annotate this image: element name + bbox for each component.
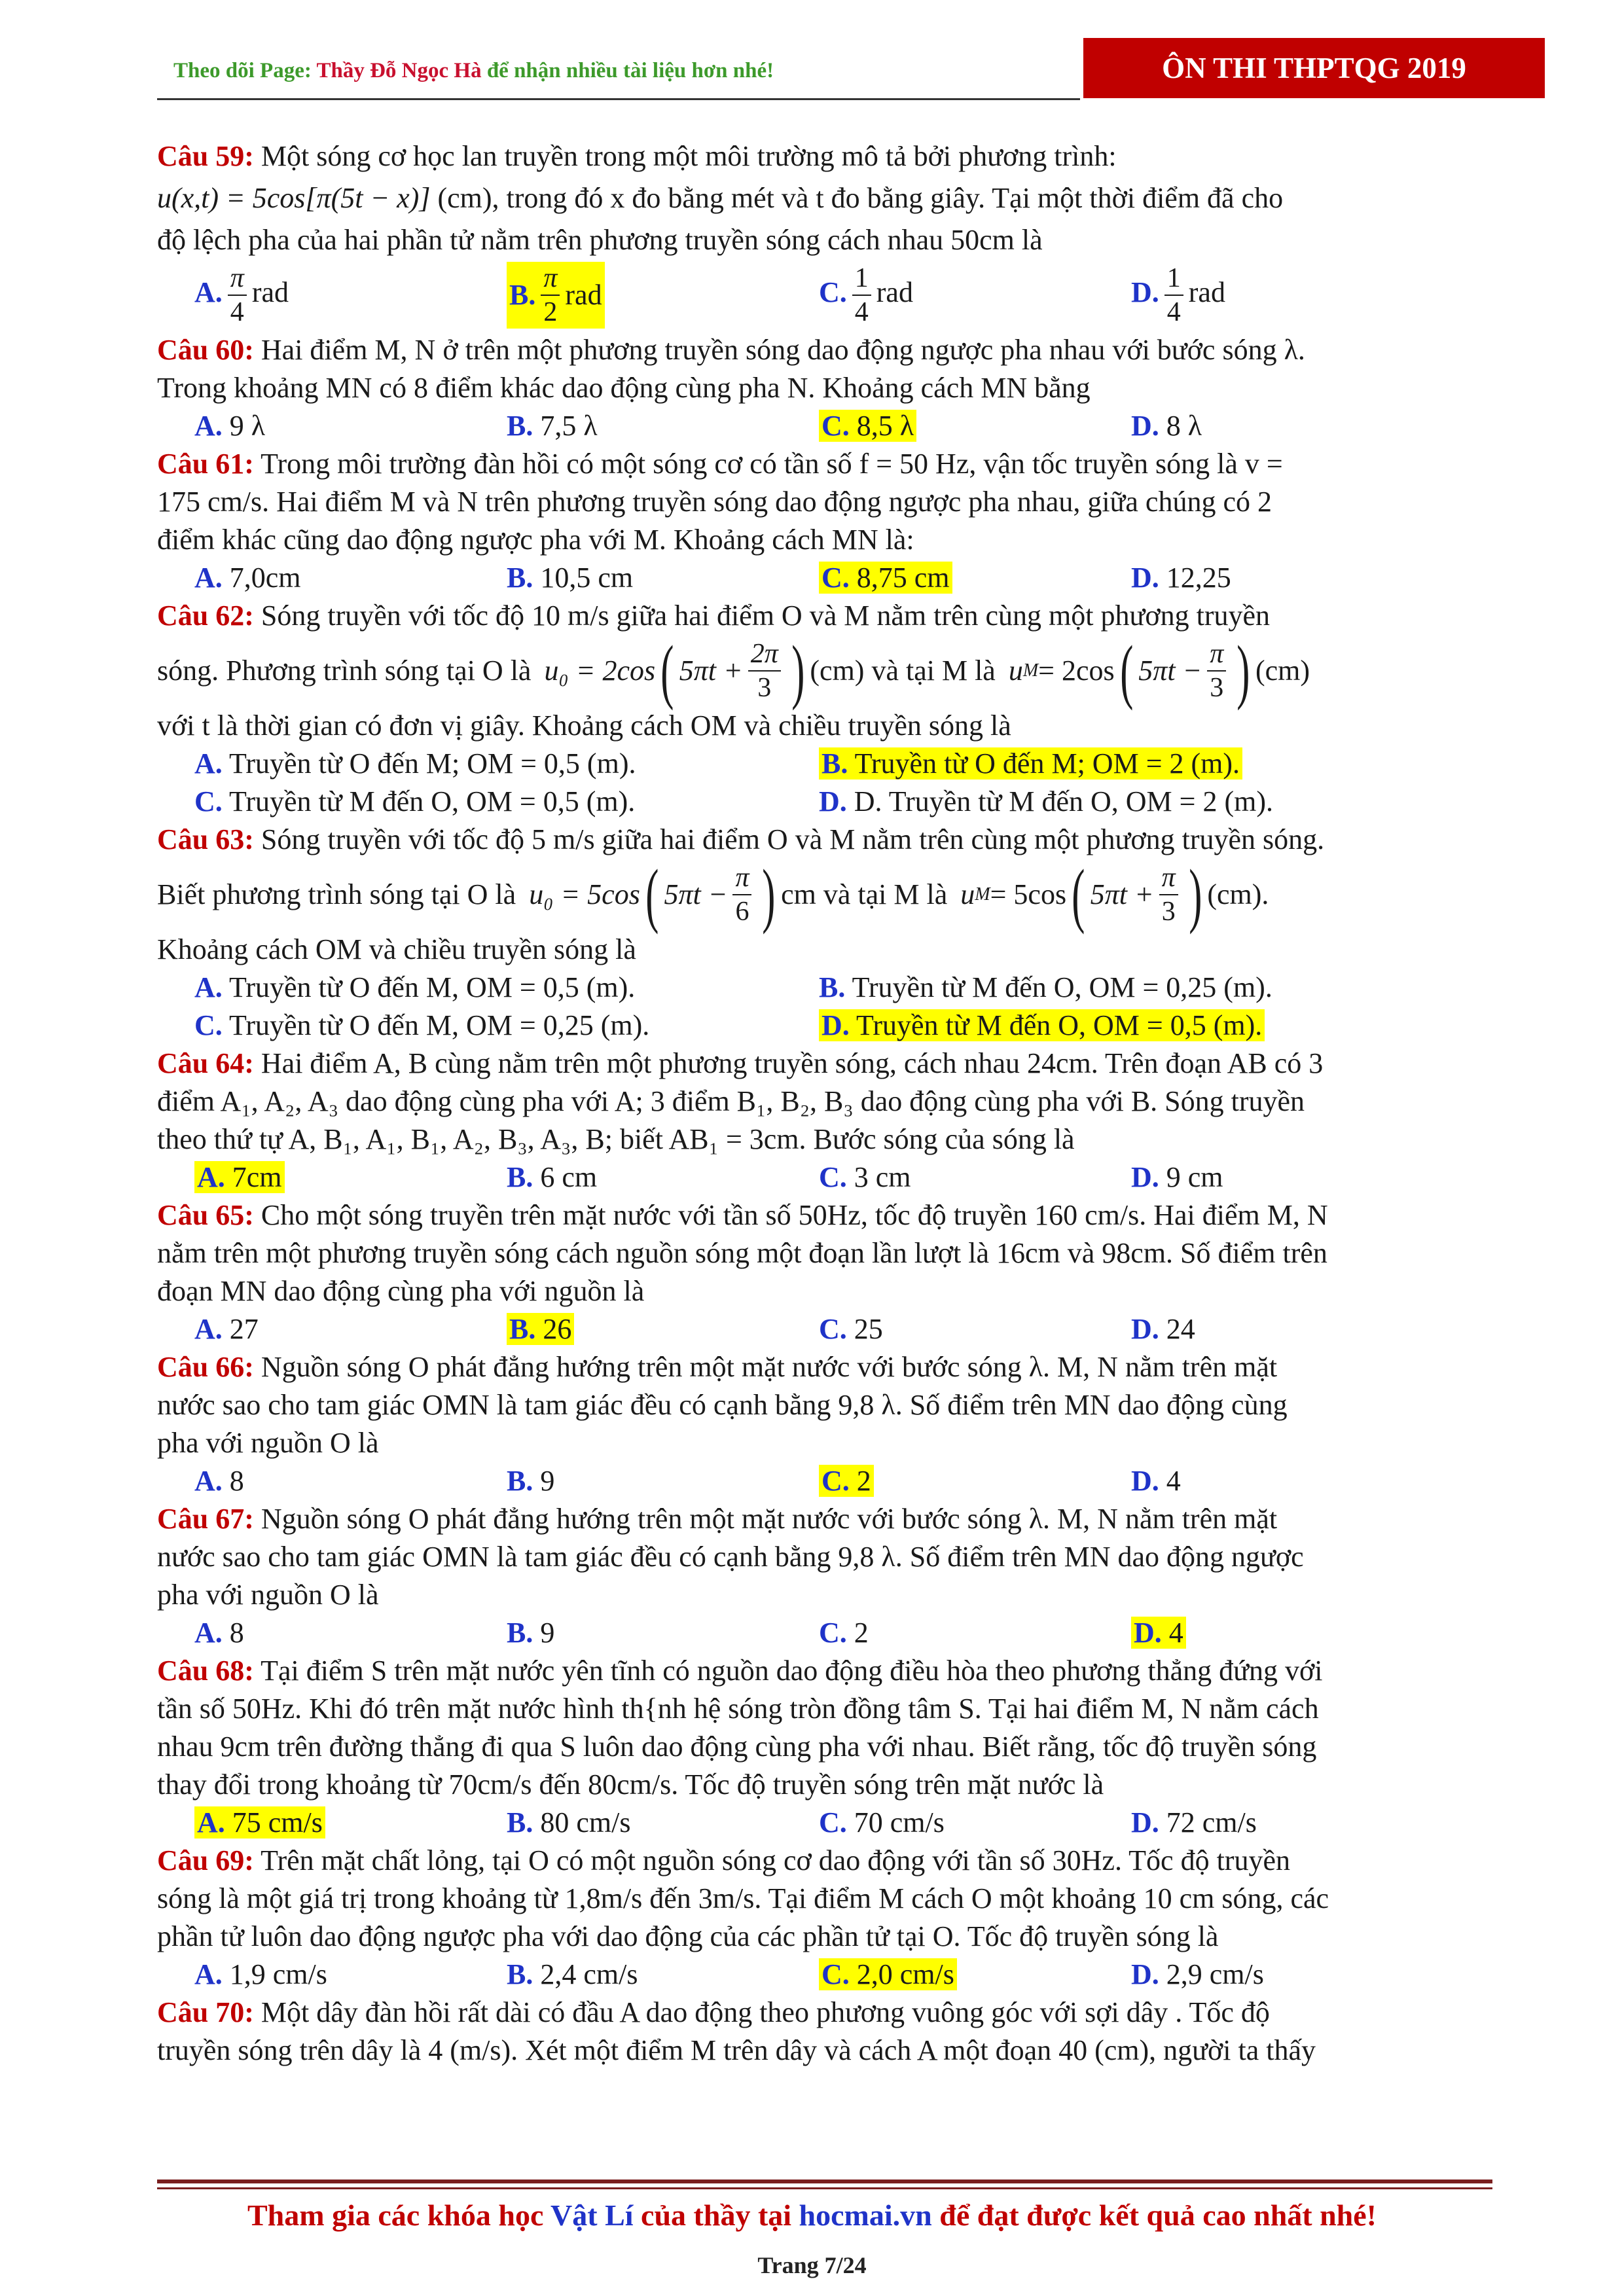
page-header <box>157 38 1545 98</box>
fraction: $\frac{\pi}{2}$ <box>541 262 560 329</box>
option-c[interactable]: C. 2 <box>819 1462 1131 1500</box>
option-c[interactable]: C. 25 <box>819 1313 883 1345</box>
option-b[interactable]: B. $\frac{\pi}{2}$ rad <box>507 262 819 329</box>
question-text: Hai điểm A, B cùng nằm trên một phương truyền sóng, cách nhau 24cm. Trên đoạn AB có 3 <box>253 1047 1324 1079</box>
question-text: điểm A₁, A₂, A₃ dao động cùng pha với A; 3 điểm B₁, B₂, B₃ dao động cùng pha với B. Sóng truyền <box>157 1085 1305 1117</box>
formula-o: u₀ = 2cos <box>544 655 656 687</box>
question-69 <box>157 1842 1486 1880</box>
question-text: theo thứ tự A, B₁, A₁, B₁, A₂, B₃, A₃, B; biết AB₁ = 3cm. Bước sóng của sóng là <box>157 1123 1075 1155</box>
option-c[interactable]: C. 8,75 cm <box>819 559 1131 597</box>
option-d[interactable]: D. 9 cm <box>1131 1161 1223 1193</box>
question-66-options <box>157 1462 1486 1500</box>
question-text: tần số 50Hz. Khi đó trên mặt nước hình th{nh hệ sóng tròn đồng tâm S. Tại hai điểm M, N nằm cách <box>157 1693 1319 1725</box>
question-text: đoạn MN dao động cùng pha với nguồn là <box>157 1275 645 1307</box>
footer-divider-thin <box>157 2187 1492 2189</box>
option-c[interactable]: C. Truyền từ O đến M, OM = 0,25 (m). <box>194 1009 650 1041</box>
question-64-options <box>157 1158 1486 1196</box>
question-61 <box>157 445 1486 483</box>
option-d[interactable]: D. 2,9 cm/s <box>1131 1958 1264 1990</box>
option-a[interactable]: A. 75 cm/s <box>194 1804 507 1842</box>
question-text: nước sao cho tam giác OMN là tam giác đều có cạnh bằng 9,8 λ. Số điểm trên MN dao động cùng <box>157 1389 1288 1421</box>
question-text: Nguồn sóng O phát đẳng hướng trên một mặt nước với bước sóng λ. M, N nằm trên mặt <box>253 1351 1278 1383</box>
question-70 <box>157 1994 1486 2032</box>
question-65 <box>157 1196 1486 1234</box>
question-text: (cm) và tại M là <box>810 655 996 687</box>
question-text: Biết phương trình sóng tại O là <box>157 878 516 910</box>
wave-formula: u(x,t) = 5cos[π(5t − x)] <box>157 182 431 214</box>
question-text: cm và tại M là <box>781 878 948 910</box>
question-67 <box>157 1500 1486 1538</box>
question-text: 175 cm/s. Hai điểm M và N trên phương truyền sóng dao động ngược pha nhau, giữa chúng có 2 <box>157 486 1272 518</box>
option-b[interactable]: B. 26 <box>507 1310 819 1348</box>
question-label: Câu 70: <box>157 1996 254 2028</box>
option-c[interactable]: C. Truyền từ M đến O, OM = 0,5 (m). <box>194 785 636 817</box>
question-text: thay đổi trong khoảng từ 70cm/s đến 80cm/s. Tốc độ truyền sóng trên mặt nước là <box>157 1768 1104 1801</box>
fraction: $\frac{\pi}{3}$ <box>1159 861 1178 928</box>
question-text: pha với nguồn O là <box>157 1579 379 1611</box>
option-a[interactable]: A. 27 <box>194 1313 259 1345</box>
option-d[interactable]: D. 72 cm/s <box>1131 1806 1257 1839</box>
fraction: $\frac{1}{4}$ <box>1164 262 1183 329</box>
question-62-options-row1 <box>157 745 1486 783</box>
question-label: Câu 63: <box>157 823 254 855</box>
question-text: độ lệch pha của hai phần tử nằm trên phương truyền sóng cách nhau 50cm là <box>157 224 1043 256</box>
option-c[interactable]: C. $\frac{1}{4}$ rad <box>819 263 913 327</box>
question-59-line3 <box>157 221 1486 259</box>
question-63-options-row2 <box>157 1007 1486 1045</box>
question-label: Câu 61: <box>157 448 254 480</box>
header-divider <box>157 98 1080 100</box>
question-label: Câu 69: <box>157 1844 254 1876</box>
option-a[interactable]: A. Truyền từ O đến M; OM = 0,5 (m). <box>194 747 636 780</box>
question-text: Cho một sóng truyền trên mặt nước với tần số 50Hz, tốc độ truyền 160 cm/s. Hai điểm M, N <box>253 1199 1328 1231</box>
option-a[interactable]: A. Truyền từ O đến M, OM = 0,5 (m). <box>194 971 636 1003</box>
option-d[interactable]: D. 8 λ <box>1131 410 1202 442</box>
option-a[interactable]: A. 8 <box>194 1465 244 1497</box>
question-63 <box>157 821 1486 859</box>
site-link[interactable]: hocmai.vn <box>799 2198 932 2232</box>
page-number: Trang 7/24 <box>757 2252 867 2278</box>
question-59-formula-line <box>157 175 1486 221</box>
question-text: Sóng truyền với tốc độ 10 m/s giữa hai điểm O và M nằm trên cùng một phương truyền <box>253 600 1271 632</box>
option-c[interactable]: C. 8,5 λ <box>819 407 1131 445</box>
question-text: phần tử luôn dao động ngược pha với dao động của các phần tử tại O. Tốc độ truyền sóng là <box>157 1920 1219 1952</box>
follow-name: Thầy Đỗ Ngọc Hà <box>316 59 482 82</box>
option-d[interactable]: D. 12,25 <box>1131 562 1231 594</box>
question-69-options <box>157 1956 1486 1994</box>
option-b[interactable]: B. 2,4 cm/s <box>507 1958 638 1990</box>
question-label: Câu 68: <box>157 1655 254 1687</box>
option-d[interactable]: D. 4 <box>1131 1465 1181 1497</box>
question-label: Câu 59: <box>157 140 254 172</box>
option-c[interactable]: C. 2 <box>819 1617 869 1649</box>
fraction: $\frac{1}{4}$ <box>852 262 871 329</box>
question-text: sóng. Phương trình sóng tại O là <box>157 655 532 687</box>
fraction: $\frac{2\pi}{3}$ <box>748 637 781 704</box>
option-b[interactable]: B. 9 <box>507 1465 555 1497</box>
question-text: pha với nguồn O là <box>157 1427 379 1459</box>
option-b[interactable]: B. 9 <box>507 1617 555 1649</box>
option-c[interactable]: C. 3 cm <box>819 1161 911 1193</box>
option-b[interactable]: B. 10,5 cm <box>507 562 634 594</box>
formula-m: u <box>1008 655 1023 687</box>
question-text: truyền sóng trên dây là 4 (m/s). Xét một điểm M trên dây và cách A một đoạn 40 (cm), người ta thấy <box>157 2034 1316 2066</box>
fraction: $\frac{\pi}{6}$ <box>732 861 751 928</box>
question-62-options-row2 <box>157 783 1486 821</box>
option-a[interactable]: A. 8 <box>194 1617 244 1649</box>
question-59 <box>157 137 1486 175</box>
option-b[interactable]: B. 7,5 λ <box>507 410 598 442</box>
fraction: $\frac{\pi}{3}$ <box>1207 637 1226 704</box>
option-b[interactable]: B. Truyền từ M đến O, OM = 0,25 (m). <box>819 971 1272 1003</box>
question-68 <box>157 1652 1486 1690</box>
question-label: Câu 64: <box>157 1047 254 1079</box>
question-60 <box>157 331 1486 369</box>
question-text: nước sao cho tam giác OMN là tam giác đều có cạnh bằng 9,8 λ. Số điểm trên MN dao động ngược <box>157 1541 1304 1573</box>
option-a[interactable]: A. 7cm <box>194 1158 507 1196</box>
option-b[interactable]: B. Truyền từ O đến M; OM = 2 (m). <box>819 745 1443 783</box>
follow-note <box>173 59 774 83</box>
option-a[interactable]: A. 1,9 cm/s <box>194 1958 327 1990</box>
question-60-options <box>157 407 1486 445</box>
formula-m: u <box>960 878 975 910</box>
option-b[interactable]: B. 80 cm/s <box>507 1806 631 1839</box>
question-list <box>157 137 1486 2070</box>
follow-suffix: để nhận nhiều tài liệu hơn nhé! <box>481 59 774 82</box>
question-text: Khoảng cách OM và chiều truyền sóng là <box>157 933 636 965</box>
subject-name: Vật Lí <box>550 2198 634 2232</box>
formula-o: u₀ = 5cos <box>529 878 640 910</box>
question-text: sóng là một giá trị trong khoảng từ 1,8m/s đến 3m/s. Tại điểm M cách O một khoảng 10 cm sóng, các <box>157 1882 1329 1914</box>
question-64 <box>157 1045 1486 1083</box>
question-label: Câu 65: <box>157 1199 254 1231</box>
question-text: Nguồn sóng O phát đẳng hướng trên một mặt nước với bước sóng λ. M, N nằm trên mặt <box>253 1503 1278 1535</box>
option-d[interactable]: D. Truyền từ M đến O, OM = 0,5 (m). <box>819 1007 1443 1045</box>
exam-badge: ÔN THI THPTQG 2019 <box>1083 38 1545 98</box>
question-62 <box>157 597 1486 635</box>
option-d[interactable]: D. 4 <box>1131 1614 1443 1652</box>
option-d[interactable]: D. $\frac{1}{4}$ rad <box>1131 263 1225 327</box>
option-d[interactable]: D. 24 <box>1131 1313 1195 1345</box>
question-text: (cm), trong đó x đo bằng mét và t đo bằng giây. Tại một thời điểm đã cho <box>430 182 1284 214</box>
question-59-options <box>157 259 1486 331</box>
question-label: Câu 62: <box>157 600 254 632</box>
question-text: với t là thời gian có đơn vị giây. Khoảng cách OM và chiều truyền sóng là <box>157 709 1011 742</box>
question-67-options <box>157 1614 1486 1652</box>
question-text: nhau 9cm trên đường thẳng đi qua S luôn dao động cùng pha với nhau. Biết rằng, tốc độ truyền sóng <box>157 1731 1317 1763</box>
question-text: nằm trên một phương truyền sóng cách nguồn sóng một đoạn lần lượt là 16cm và 98cm. Số điểm trên <box>157 1237 1327 1269</box>
option-b[interactable]: B. 6 cm <box>507 1161 598 1193</box>
question-text: Một dây đàn hồi rất dài có đầu A dao động theo phương vuông góc với sợi dây . Tốc độ <box>253 1996 1270 2028</box>
question-text: Trong khoảng MN có 8 điểm khác dao động cùng pha N. Khoảng cách MN bằng <box>157 372 1091 404</box>
question-text: điểm khác cũng dao động ngược pha với M. Khoảng cách MN là: <box>157 524 914 556</box>
footer-divider <box>157 2179 1492 2183</box>
footer-promo: Tham gia các khóa học Vật Lí của thầy tại hocmai.vn để đạt được kết quả cao nhất nhé! <box>247 2198 1377 2232</box>
question-65-options <box>157 1310 1486 1348</box>
question-text: Trong môi trường đàn hồi có một sóng cơ có tần số f = 50 Hz, vận tốc truyền sóng là v = <box>253 448 1283 480</box>
option-a[interactable]: A. $\frac{\pi}{4}$ rad <box>194 263 289 327</box>
option-c[interactable]: C. 70 cm/s <box>819 1806 945 1839</box>
question-62-formula-line: sóng. Phương trình sóng tại O là u₀ = 2cos ( 5πt + $\frac{2\pi}{3}$ ) (cm) và tại M là u M = 2cos ( 5πt − $\frac{\pi}{3}$ ) (cm) <box>157 631 1310 711</box>
question-66 <box>157 1348 1486 1386</box>
question-text: Một sóng cơ học lan truyền trong một môi trường mô tả bởi phương trình: <box>253 140 1117 172</box>
question-text: Trên mặt chất lỏng, tại O có một nguồn sóng cơ dao động với tần số 30Hz. Tốc độ truyền <box>253 1844 1290 1876</box>
fraction: $\frac{\pi}{4}$ <box>228 262 247 329</box>
question-63-formula-line: Biết phương trình sóng tại O là u₀ = 5cos ( 5πt − $\frac{\pi}{6}$ ) cm và tại M là u M = 5cos ( 5πt + $\frac{\pi}{3}$ ) (cm). <box>157 855 1269 935</box>
question-label: Câu 66: <box>157 1351 254 1383</box>
question-label: Câu 60: <box>157 334 254 366</box>
question-text: Sóng truyền với tốc độ 5 m/s giữa hai điểm O và M nằm trên cùng một phương truyền sóng. <box>253 823 1325 855</box>
question-text: Tại điểm S trên mặt nước yên tĩnh có nguồn dao động điều hòa theo phương thẳng đứng với <box>253 1655 1323 1687</box>
option-a[interactable]: A. 9 λ <box>194 410 266 442</box>
question-label: Câu 67: <box>157 1503 254 1535</box>
option-d[interactable]: D. D. Truyền từ M đến O, OM = 2 (m). <box>819 785 1274 817</box>
question-text: Hai điểm M, N ở trên một phương truyền sóng dao động ngược pha nhau với bước sóng λ. <box>253 334 1305 366</box>
question-68-options <box>157 1804 1486 1842</box>
question-63-options-row1 <box>157 969 1486 1007</box>
option-a[interactable]: A. 7,0cm <box>194 562 301 594</box>
follow-prefix: Theo dõi Page: <box>173 59 317 82</box>
question-61-options <box>157 559 1486 597</box>
option-c[interactable]: C. 2,0 cm/s <box>819 1956 1131 1994</box>
